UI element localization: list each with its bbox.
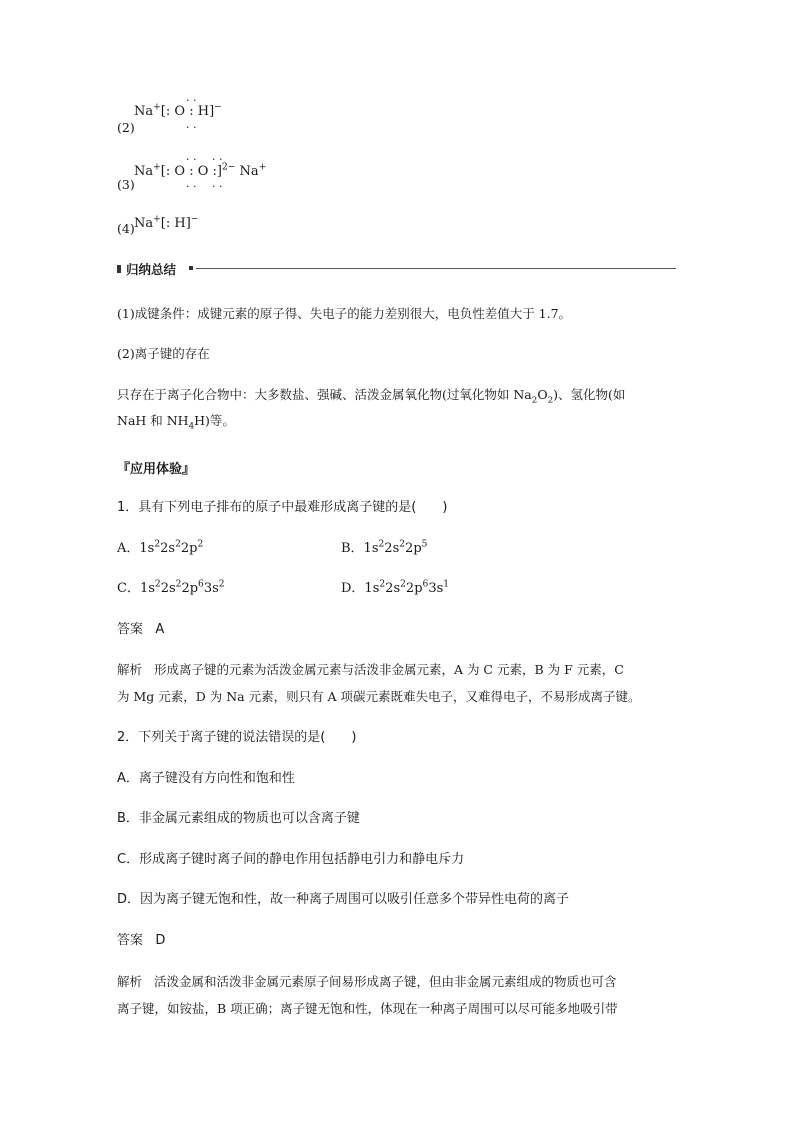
charge: −	[190, 214, 199, 225]
summary-paragraph-3-line-2	[117, 412, 235, 430]
text: 2p	[181, 581, 199, 596]
superscript: 2	[154, 539, 161, 550]
question-1-stem: 1．具有下列电子排布的原子中最难形成离子键的是( )	[117, 500, 448, 515]
question-2-option-d: D．因为离子键无饱和性，故一种离子周围可以吸引任意多个带异性电荷的离子	[117, 892, 570, 907]
lewis-structure	[134, 216, 198, 232]
electron-pair: :	[189, 104, 194, 119]
question-2-option-a: A．离子键没有方向性和饱和性	[117, 771, 295, 786]
superscript: 1	[443, 579, 450, 590]
text: O	[537, 387, 548, 402]
charge: +	[153, 162, 161, 173]
symbol-na: Na	[239, 164, 259, 179]
question-1-option-b	[341, 540, 427, 558]
summary-paragraph-1: (1)成键条件：成键元素的原子得、失电子的能力差别很大，电负性差值大于 1.7。	[117, 306, 572, 321]
symbol-na: Na	[134, 164, 154, 179]
question-1-explanation-line-2: 为 Mg 元素，D 为 Na 元素，则只有 A 项碳元素既难失电子，又难得电子，不易形成离子键。	[117, 689, 641, 704]
question-2-explanation-line-2: 离子键，如铵盐，B 项正确；离子键无饱和性，体现在一种离子周围可以尽可能多地吸引带	[117, 1001, 618, 1016]
text: 3s	[428, 581, 444, 596]
text: 3s	[203, 581, 219, 596]
text: 2p	[405, 581, 423, 596]
question-1-option-c	[117, 580, 225, 598]
superscript: 6	[198, 579, 204, 590]
symbol-o: O	[174, 104, 186, 119]
charge: +	[153, 102, 161, 113]
symbol-h: H	[197, 104, 210, 119]
summary-paragraph-3-line-1	[117, 386, 625, 404]
charge: +	[258, 162, 267, 173]
text: 2s	[160, 581, 176, 596]
superscript: 2	[400, 579, 406, 590]
superscript: 2	[399, 539, 406, 550]
electron-dots-bottom: · ·	[186, 121, 197, 134]
question-1-answer	[117, 621, 164, 639]
subscript: 4	[188, 421, 195, 432]
symbol-na: Na	[134, 216, 154, 231]
superscript: 5	[421, 539, 428, 550]
symbol-h: H	[174, 216, 186, 231]
superscript: 2	[175, 539, 181, 550]
question-2-option-c: C．形成离子键时离子间的静电作用包括静电引力和静电斥力	[117, 852, 465, 867]
explain-text: 形成离子键的元素为活泼金属元素与活泼非金属元素，A 为 C 元素，B 为 F 元素，C	[153, 662, 624, 677]
text: 只存在于离子化合物中：大多数盐、强碱、活泼金属氧化物(过氧化物如 Na	[117, 387, 532, 402]
explain-label: 解析	[117, 974, 143, 989]
electron-dots-bottom: · ·	[212, 180, 223, 193]
summary-paragraph-2: (2)离子键的存在	[117, 346, 210, 361]
electron-dots-top: · ·	[186, 94, 197, 107]
charge: −	[214, 102, 222, 113]
answer-label: 答案	[117, 622, 144, 637]
bracket-open: [	[160, 164, 166, 179]
symbol-o: O	[174, 164, 186, 179]
superscript: 2	[197, 539, 204, 550]
text: 2s	[384, 541, 400, 556]
text: H)等。	[194, 413, 235, 428]
explain-label: 解析	[117, 662, 143, 677]
bracket-close: ]	[209, 104, 215, 119]
answer-value: A	[155, 622, 165, 637]
header-dot	[189, 266, 193, 270]
bracket-open: [	[160, 216, 166, 231]
question-2-option-b: B．非金属元素组成的物质也可以含离子键	[117, 811, 360, 826]
symbol-o: O	[197, 164, 209, 179]
superscript: 2	[175, 579, 182, 590]
formula-number: (4)	[117, 221, 135, 236]
electron-pair: :	[165, 164, 171, 179]
symbol-na: Na	[134, 104, 154, 119]
text: )、氢化物(如	[553, 387, 626, 402]
question-2-answer	[117, 932, 165, 950]
explain-text: 活泼金属和活泼非金属元素原子间易形成离子键，但由非金属元素组成的物质也可含	[153, 974, 617, 989]
text: 2p	[405, 541, 422, 556]
bracket-close: ]	[216, 164, 222, 179]
formula-number: (3)	[117, 177, 135, 192]
answer-value: D	[155, 933, 166, 948]
electron-pair: :	[212, 164, 217, 179]
header-rule	[196, 268, 676, 269]
question-2-stem: 2．下列关于离子键的说法错误的是( )	[117, 730, 357, 745]
header-marker	[117, 265, 121, 273]
charge: +	[153, 214, 161, 225]
electron-pair: :	[165, 104, 171, 119]
superscript: 2	[378, 539, 385, 550]
electron-dots-top: · ·	[186, 153, 197, 166]
subscript: 2	[547, 395, 554, 406]
text: A．1s	[117, 541, 155, 556]
section-title: 归纳总结	[126, 262, 177, 277]
question-1-explanation-line-1	[117, 661, 624, 679]
lewis-structure	[134, 104, 222, 120]
question-1-option-a	[117, 540, 203, 558]
text: NaH 和 NH	[117, 413, 189, 428]
superscript: 6	[422, 579, 429, 590]
answer-label: 答案	[117, 933, 144, 948]
text: D．1s	[341, 581, 380, 596]
lewis-structure	[134, 164, 266, 180]
subscript: 2	[531, 395, 538, 406]
electron-dots-bottom: · ·	[186, 180, 197, 193]
charge: 2−	[222, 162, 236, 173]
bracket-close: ]	[185, 216, 191, 231]
bracket-open: [	[160, 104, 166, 119]
text: 2s	[385, 581, 401, 596]
text: 2p	[180, 541, 198, 556]
superscript: 2	[218, 579, 225, 590]
superscript: 2	[379, 579, 386, 590]
formula-number: (2)	[117, 120, 135, 135]
text: 2s	[160, 541, 176, 556]
electron-dots-top: · ·	[212, 153, 223, 166]
question-2-explanation-line-1	[117, 973, 616, 991]
text: B．1s	[341, 541, 379, 556]
text: C．1s	[117, 581, 155, 596]
electron-pair: :	[165, 216, 171, 231]
superscript: 2	[154, 579, 161, 590]
question-1-option-d	[341, 580, 449, 598]
electron-pair: :	[189, 164, 194, 179]
apply-section-title: 『应用体验』	[117, 462, 196, 477]
